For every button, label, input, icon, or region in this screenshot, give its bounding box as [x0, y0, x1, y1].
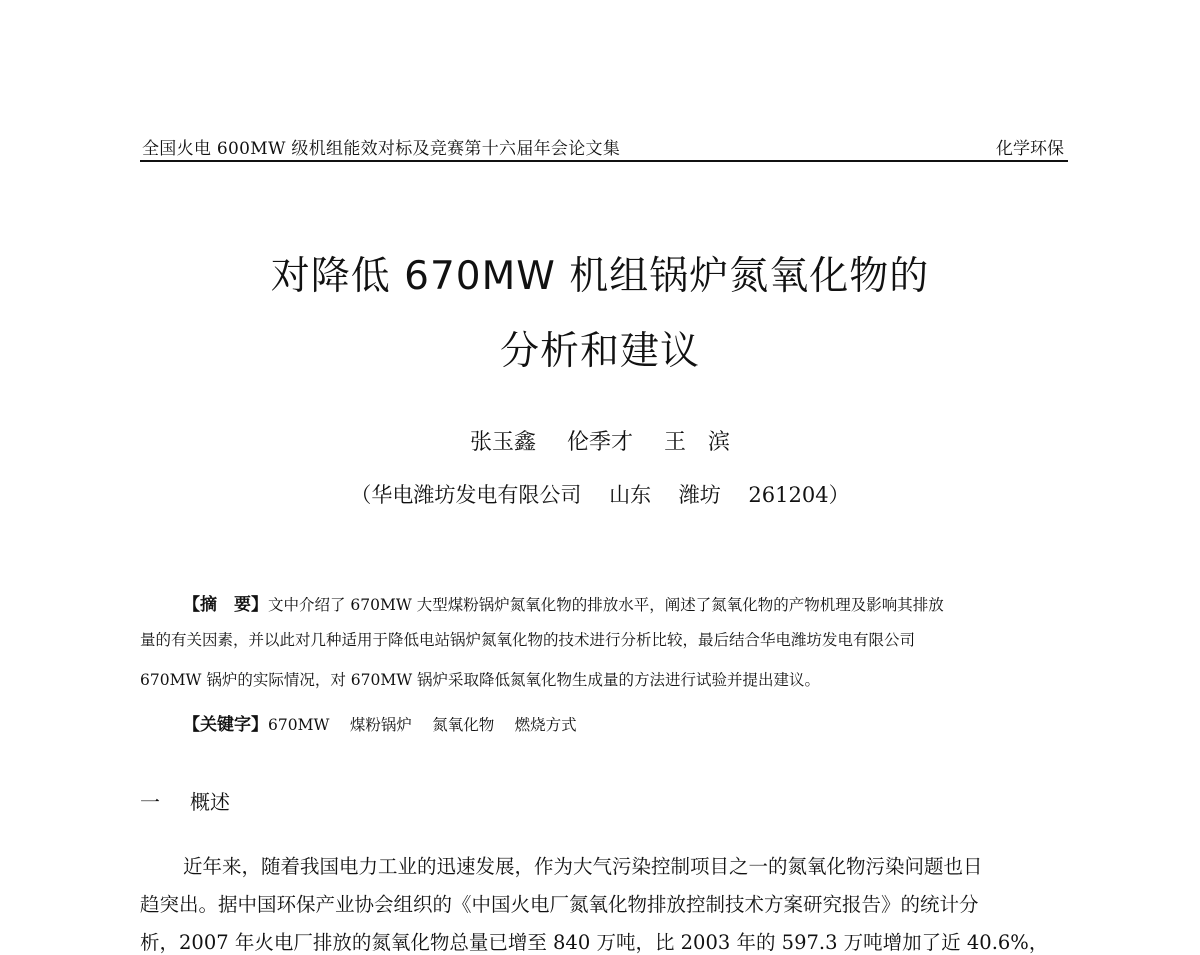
body-line-3: 析，2007 年火电厂排放的氮氧化物总量已增至 840 万吨，比 2003 年的 597.3 万吨增加了近 40.6%，: [140, 931, 1049, 954]
author-affiliation: （华电潍坊发电有限公司 山东 潍坊 261204）: [350, 483, 850, 507]
section-number: 一: [140, 790, 160, 814]
author-list: [0, 425, 1200, 456]
body-line-2: 趋突出。据中国环保产业协会组织的《中国火电厂氮氧化物排放控制技术方案研究报告》的统计分: [140, 893, 979, 916]
author-name: 伦季才: [566, 430, 633, 455]
paper-title-line-2: 分析和建议: [499, 329, 700, 374]
keywords-line: [183, 710, 577, 735]
author-name: 张玉鑫: [469, 430, 536, 455]
section-heading: [140, 786, 230, 815]
header-proceedings-title: 全国火电 600MW 级机组能效对标及竞赛第十六届年会论文集: [142, 139, 621, 159]
abstract-line-2: 量的有关因素，并以此对几种适用于降低电站锅炉氮氧化物的技术进行分析比较，最后结合华电潍坊发电有限公司: [140, 631, 916, 649]
abstract-line-1: [183, 590, 944, 615]
keywords-text: 670MW 煤粉锅炉 氮氧化物 燃烧方式: [268, 716, 577, 734]
header-section-name: 化学环保: [996, 139, 1064, 159]
keywords-label: 【关键字】: [183, 715, 268, 735]
abstract-line-3: 670MW 锅炉的实际情况，对 670MW 锅炉采取降低氮氧化物生成量的方法进行试验并提出建议。: [140, 671, 821, 689]
author-name: 王 滨: [664, 430, 731, 455]
running-header: [140, 130, 1068, 162]
body-line-1: 近年来，随着我国电力工业的迅速发展，作为大气污染控制项目之一的氮氧化物污染问题也日: [183, 855, 983, 878]
abstract-label: 【摘 要】: [183, 595, 268, 615]
abstract-text: 文中介绍了 670MW 大型煤粉锅炉氮氧化物的排放水平，阐述了氮氧化物的产物机理及影响其排放: [268, 596, 944, 614]
paper-title-line-1: 对降低 670MW 机组锅炉氮氧化物的: [270, 254, 930, 299]
section-title: 概述: [190, 790, 230, 814]
